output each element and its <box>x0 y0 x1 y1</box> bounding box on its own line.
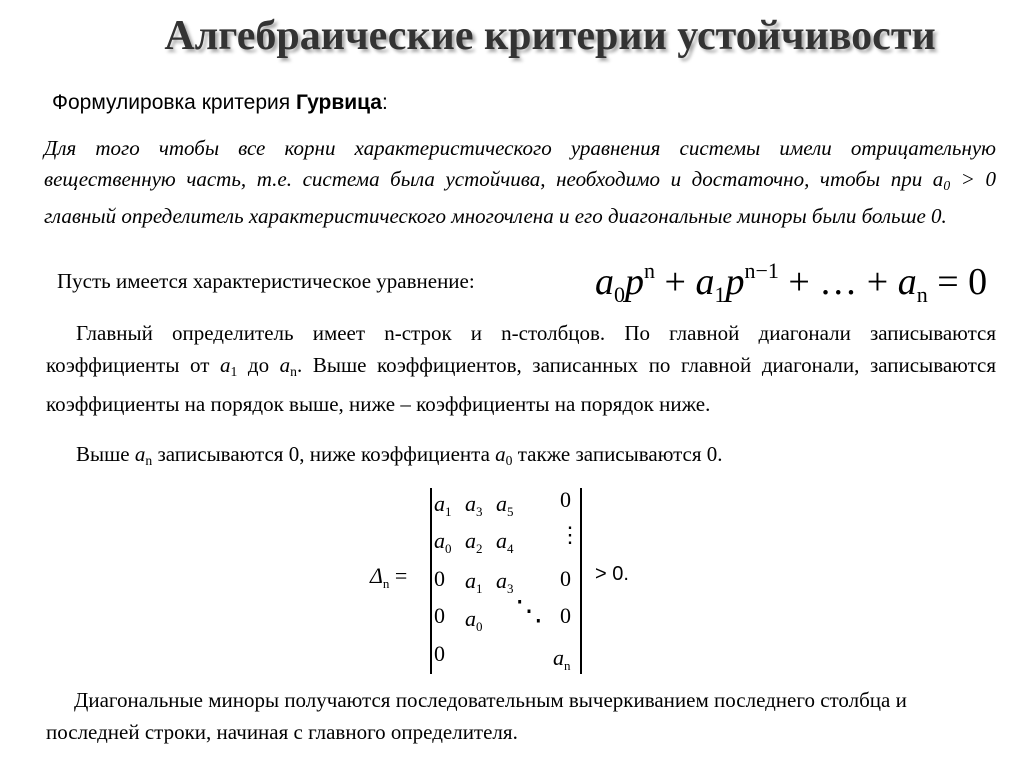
det-r1c2-a: a <box>465 491 476 516</box>
det-r3c3 <box>496 568 514 597</box>
det-r2c1-sub: 0 <box>445 541 452 556</box>
det-r4c2-sub: 0 <box>476 619 483 634</box>
par3-an: a <box>134 442 146 466</box>
det-r5c5-a: a <box>553 645 564 670</box>
par2-a1: a <box>220 353 231 377</box>
eq-a1: a <box>695 261 715 303</box>
par3-part1: Выше <box>76 442 135 466</box>
par3-sub0: 0 <box>505 453 513 469</box>
criterion-heading-prefix: Формулировка критерия <box>52 91 296 114</box>
par2-part1: Главный определитель имеет n-строк и n-столбцов. По главной диагонали записываются коэффициенты от <box>46 321 996 377</box>
det-r2c2 <box>465 528 483 557</box>
det-delta: Δ <box>370 563 383 588</box>
det-r2c3 <box>496 528 514 557</box>
det-label <box>370 563 407 592</box>
det-r2c1 <box>434 528 452 557</box>
det-r4c5: 0 <box>560 603 571 628</box>
par3-subn: n <box>145 453 153 469</box>
det-r3c3-a: a <box>496 568 507 593</box>
det-r3c2-a: a <box>465 568 476 593</box>
eq-sub-0: 0 <box>614 282 625 307</box>
criterion-part2: > 0 главный определитель характеристического многочлена и его диагональные миноры были больше 0. <box>44 167 996 229</box>
det-r2c2-sub: 2 <box>476 541 483 556</box>
criterion-sub0: 0 <box>943 178 951 194</box>
eq-plus-1: + <box>655 261 696 303</box>
criterion-heading-name: Гурвица <box>295 91 382 114</box>
det-r3c2 <box>465 568 483 597</box>
det-r3c2-sub: 1 <box>476 581 483 596</box>
criterion-statement <box>44 133 996 232</box>
par3-part2: записываются 0, ниже коэффициента <box>152 442 496 466</box>
det-r4c1: 0 <box>434 603 445 628</box>
det-r3c3-sub: 3 <box>507 581 514 596</box>
eq-dots: … <box>819 261 858 303</box>
det-r1c1-a: a <box>434 491 445 516</box>
criterion-part1: Для того чтобы все корни характеристического уравнения системы имели отрицательную вещественную часть, т.е. система была устойчива, необходимо и достаточно, чтобы при a <box>44 136 996 191</box>
characteristic-equation-intro: Пусть имеется характеристическое уравнение: <box>57 269 475 293</box>
eq-sub-n: n <box>916 282 928 307</box>
det-equals: = <box>394 563 408 588</box>
det-r1c3-sub: 5 <box>507 504 514 519</box>
det-r4c2 <box>465 606 483 635</box>
det-r3c1: 0 <box>434 566 445 591</box>
det-r1c1-sub: 1 <box>445 504 452 519</box>
characteristic-equation <box>595 258 987 308</box>
det-r1c5: 0 <box>560 487 571 512</box>
par2-sub1: 1 <box>230 364 238 380</box>
eq-p2: p <box>725 261 745 303</box>
criterion-heading <box>52 91 388 115</box>
det-left-bar <box>430 488 432 674</box>
determinant-description <box>46 317 996 420</box>
zero-fill-rule <box>76 442 723 469</box>
det-ddots: ⋱ <box>515 596 543 627</box>
det-r5c5-sub: n <box>564 658 571 673</box>
det-r1c2 <box>465 491 483 520</box>
det-positive: > 0. <box>595 563 629 585</box>
det-r2c3-sub: 4 <box>507 541 514 556</box>
criterion-heading-suffix: : <box>381 91 388 114</box>
det-r1c2-sub: 3 <box>476 504 483 519</box>
eq-p1: p <box>625 261 644 303</box>
det-vdots: ⋮ <box>559 522 581 547</box>
eq-pow-nm1: n−1 <box>744 258 779 283</box>
par2-subn: n <box>290 364 297 380</box>
par2-mid: до <box>237 353 280 377</box>
det-right-bar <box>580 488 582 674</box>
det-r4c2-a: a <box>465 606 476 631</box>
eq-an: a <box>897 261 917 303</box>
det-r1c3-a: a <box>496 491 507 516</box>
det-r2c2-a: a <box>465 528 476 553</box>
det-r2c1-a: a <box>434 528 445 553</box>
det-r1c1 <box>434 491 452 520</box>
eq-a0: a <box>595 261 614 303</box>
diagonal-minors-note: Диагональные миноры получаются последовательным вычеркиванием последнего столбца и последней строки, начиная с главного определителя. <box>46 688 907 744</box>
det-r3c5: 0 <box>560 566 571 591</box>
page-title: Алгебраические критерии устойчивости <box>164 13 936 59</box>
eq-plus-3: + <box>857 261 898 303</box>
det-r5c1: 0 <box>434 641 445 666</box>
det-r2c3-a: a <box>496 528 507 553</box>
par2-an: a <box>279 353 291 377</box>
det-r1c3 <box>496 491 514 520</box>
eq-equals-zero: = 0 <box>927 261 988 303</box>
par2-part2: . Выше коэффициентов, записанных по главной диагонали, записываются коэффициенты на порядок выше, ниже – коэффициенты на порядок ниже. <box>46 353 996 417</box>
det-r5c5 <box>553 645 571 674</box>
eq-pow-n: n <box>644 258 655 283</box>
par3-a0: a <box>495 442 506 466</box>
par3-part3: также записываются 0. <box>512 442 723 466</box>
hurwitz-determinant <box>370 486 650 676</box>
det-delta-sub: n <box>382 576 390 591</box>
eq-plus-2: + <box>778 261 820 303</box>
eq-sub-1: 1 <box>714 282 726 307</box>
